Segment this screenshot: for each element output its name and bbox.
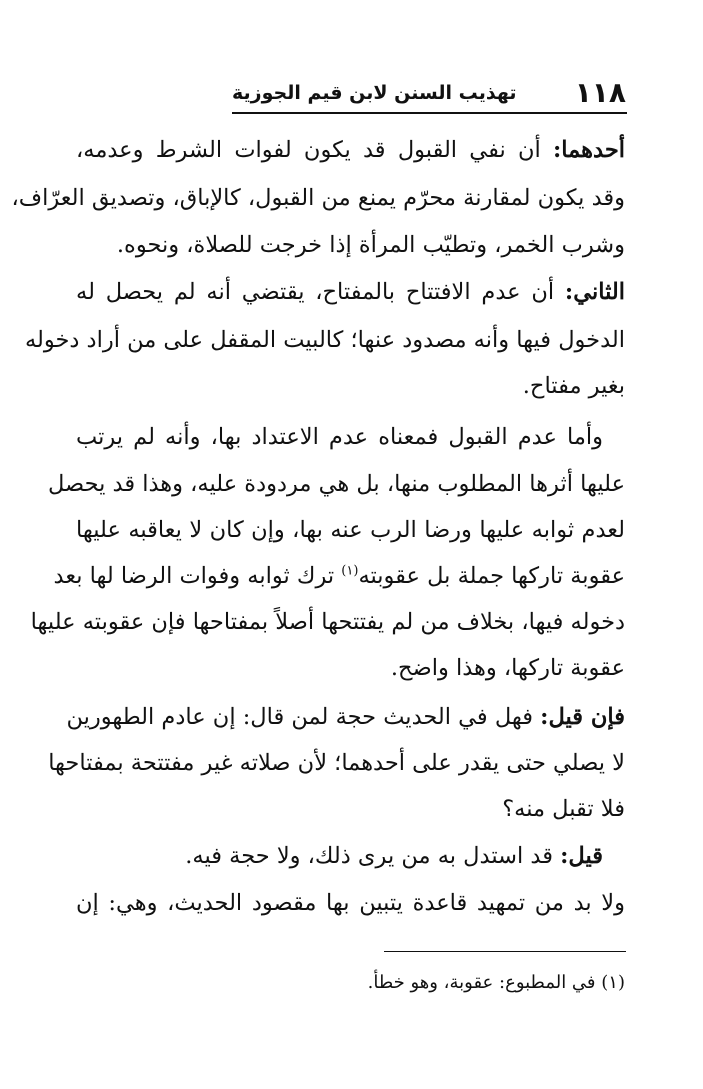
text-line: بغير مفتاح. bbox=[522, 373, 625, 399]
paragraph-lead: أحدهما: bbox=[552, 137, 625, 163]
text-line: دخوله فيها، بخلاف من لم يفتتحها أصلاً بمفتاحها فإن عقوبته عليها bbox=[30, 609, 625, 635]
text-line: الدخول فيها وأنه مصدود عنها؛ كالبيت المقفل على من أراد دخوله bbox=[24, 327, 625, 353]
text-line: لعدم ثوابه عليها ورضا الرب عنه بها، وإن كان لا يعاقبه عليها bbox=[76, 517, 625, 543]
text-line: فلا تقبل منه؟ bbox=[502, 796, 625, 822]
text-line: وأما عدم القبول فمعناه عدم الاعتداد بها، وأنه لم يرتب bbox=[76, 424, 603, 450]
text-line: لا يصلي حتى يقدر على أحدهما؛ لأن صلاته غير مفتتحة بمفتاحها bbox=[48, 750, 625, 776]
text-line: فإن قيل: فهل في الحديث حجة لمن قال: إن عادم الطهورين bbox=[66, 704, 625, 730]
text-line: ولا بد من تمهيد قاعدة يتبين بها مقصود الحديث، وهي: إن bbox=[76, 890, 625, 916]
text-line: عليها أثرها المطلوب منها، بل هي مردودة عليه، وهذا قد يحصل bbox=[48, 471, 625, 497]
running-title: تهذيب السنن لابن قيم الجوزية bbox=[232, 82, 517, 104]
text-line: وشرب الخمر، وتطيّب المرأة إذا خرجت للصلاة، ونحوه. bbox=[116, 232, 625, 258]
footnote-reference: (١) bbox=[341, 563, 359, 579]
paragraph-lead: قيل: bbox=[560, 843, 603, 869]
main-text bbox=[11, 0, 625, 1089]
text-line: الثاني: أن عدم الافتتاح بالمفتاح، يقتضي أنه لم يحصل له bbox=[76, 279, 625, 305]
text-line: وقد يكون لمقارنة محرّم يمنع من القبول، كالإباق، وتصديق العرّاف، bbox=[11, 185, 625, 211]
paragraph-lead: فإن قيل: bbox=[540, 704, 625, 730]
text-line: عقوبة تاركها، وهذا واضح. bbox=[390, 655, 625, 681]
text-line: أحدهما: أن نفي القبول قد يكون لفوات الشرط وعدمه، bbox=[76, 137, 625, 163]
footnote-rule bbox=[384, 951, 626, 952]
footnote: (١) في المطبوع: عقوبة، وهو خطأ. bbox=[367, 972, 625, 993]
page-number: ١١٨ bbox=[574, 76, 626, 109]
paragraph-lead: الثاني: bbox=[564, 279, 625, 305]
text-line: عقوبة تاركها جملة بل عقوبته$^{(١)}$ ترك ثوابه وفوات الرضا لها بعد bbox=[53, 563, 625, 589]
text-line: قيل: قد استدل به من يرى ذلك، ولا حجة فيه. bbox=[185, 843, 603, 869]
